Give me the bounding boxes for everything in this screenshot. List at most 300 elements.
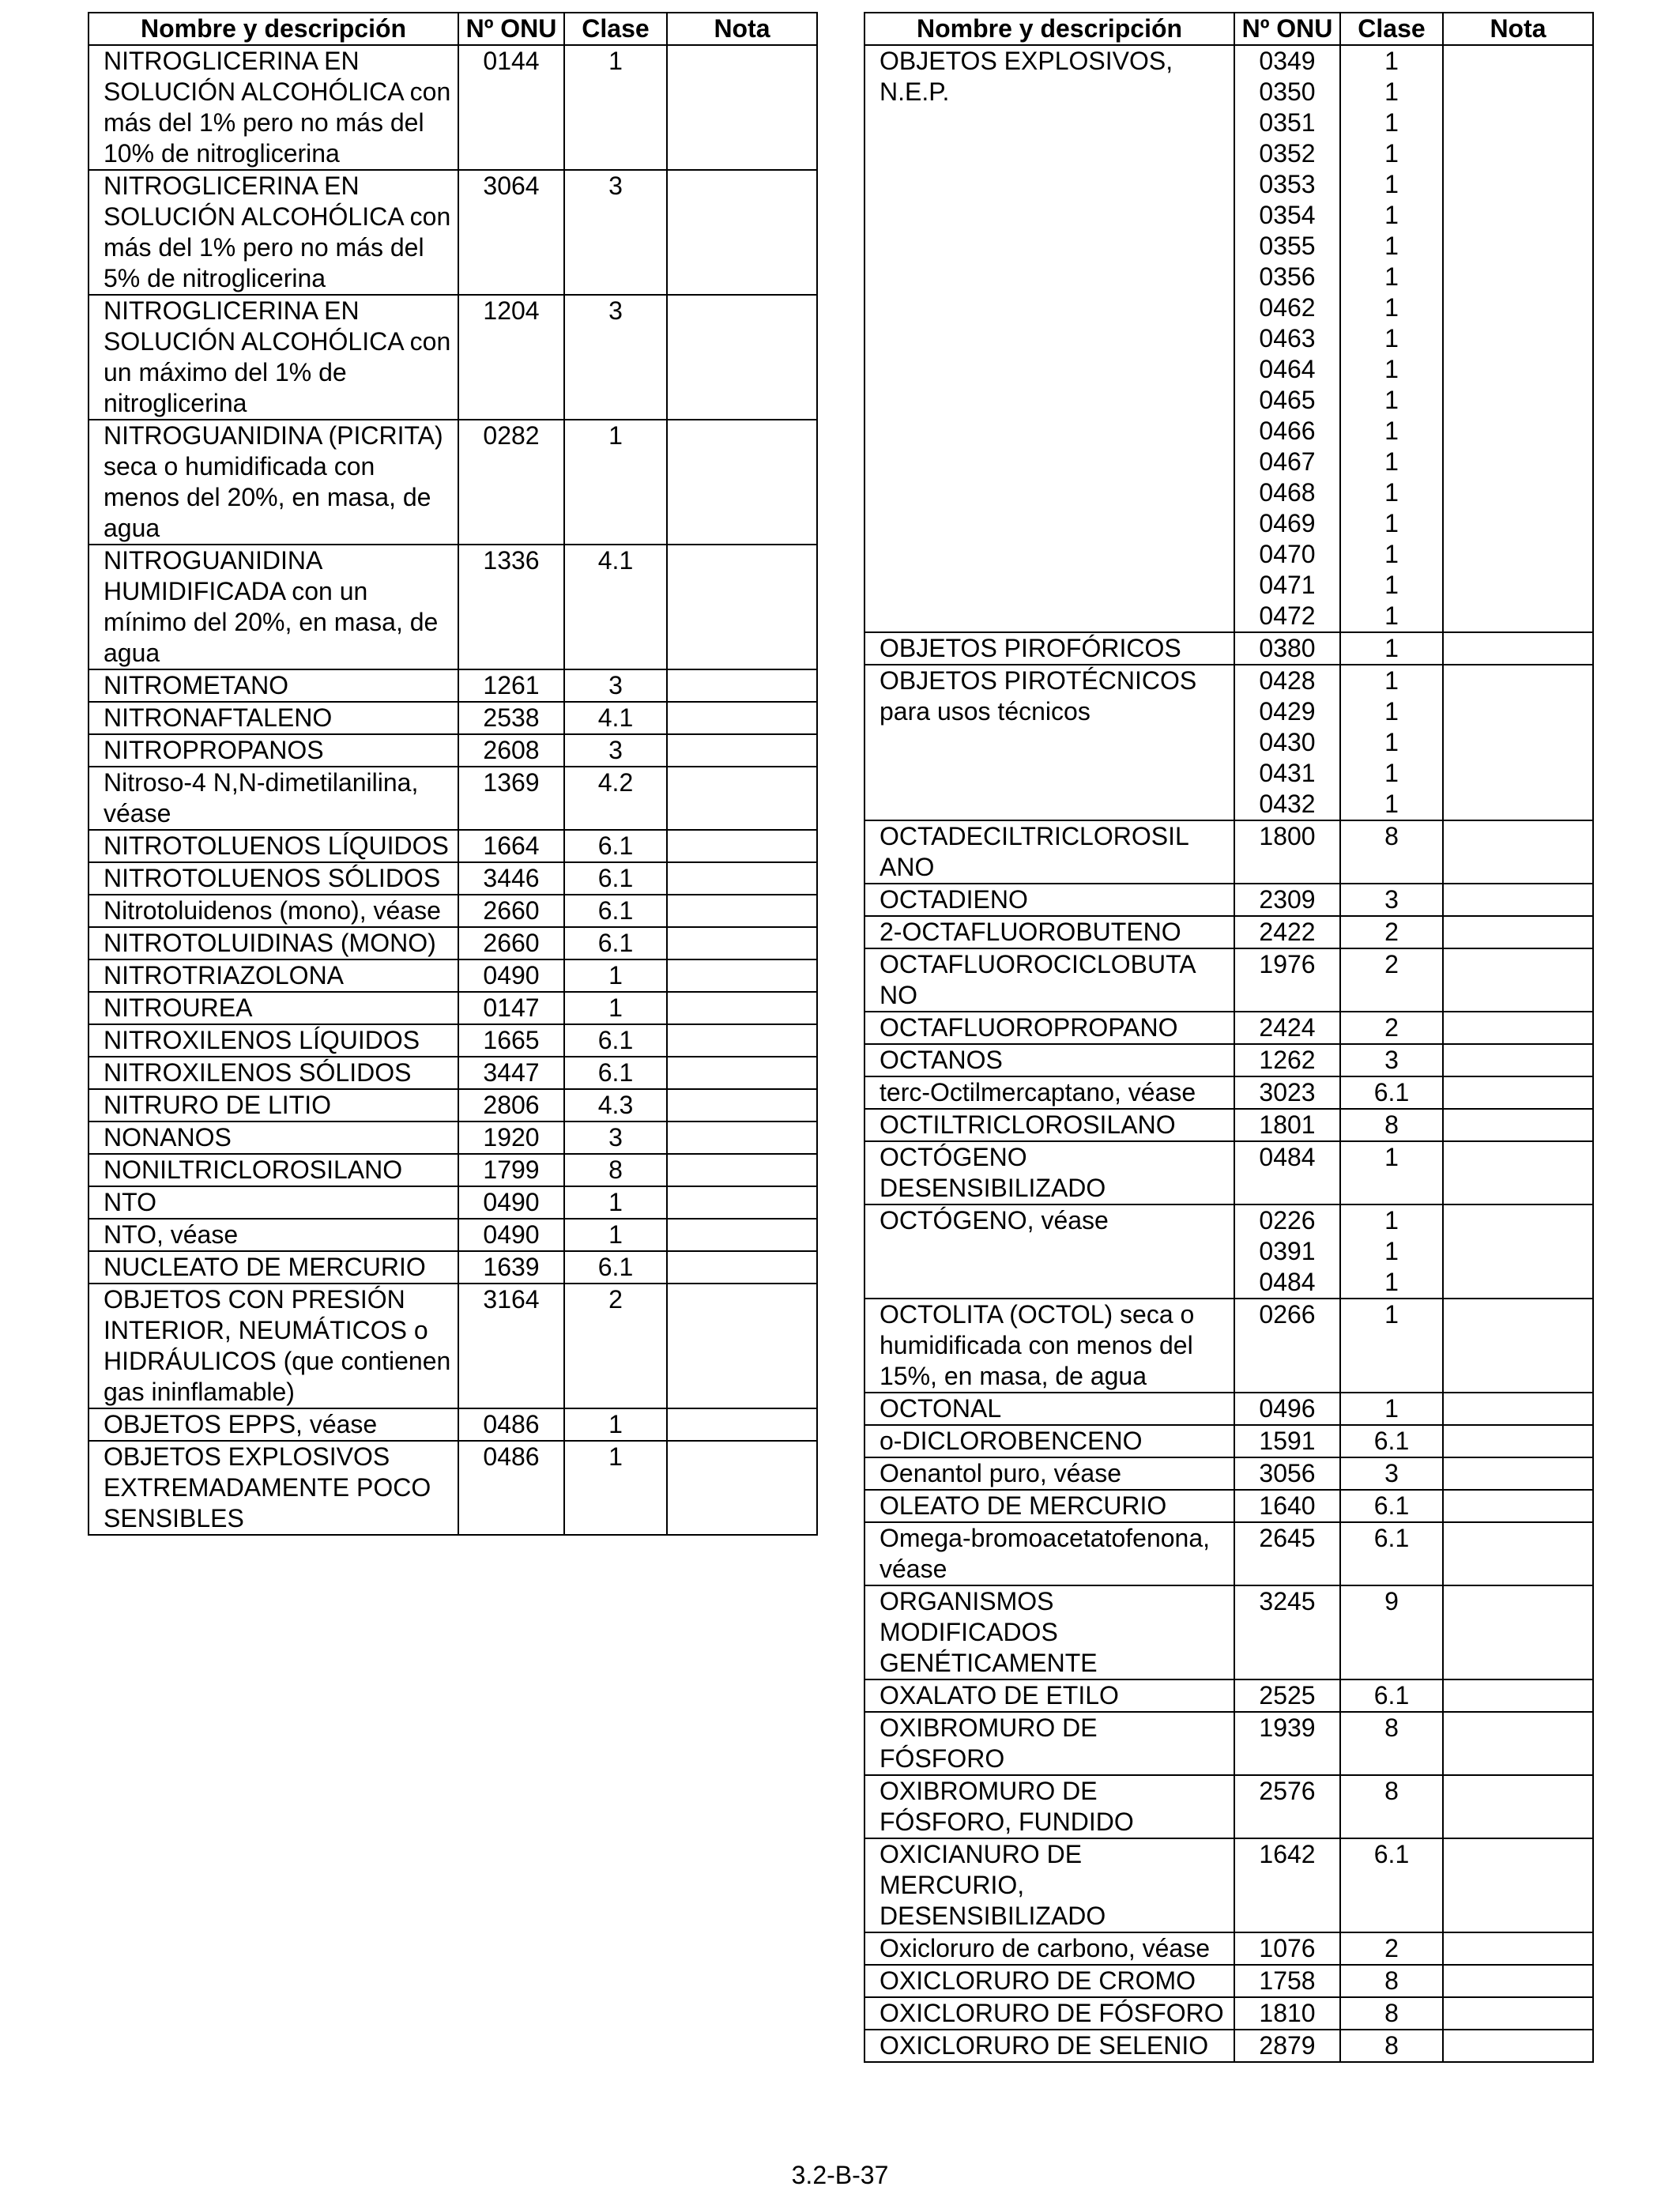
substance-name: OCTILTRICLOROSILANO [864, 1109, 1234, 1141]
table-row [89, 1219, 817, 1251]
hazard-class: 3 [1384, 1459, 1399, 1487]
table-row [864, 2030, 1593, 2062]
un-number-cell [1234, 1997, 1340, 2030]
note-cell [667, 170, 817, 295]
un-number-cell [1234, 1679, 1340, 1712]
un-number: 3446 [483, 864, 540, 892]
note-cell [1443, 916, 1593, 948]
hazard-class: 1 [1384, 262, 1399, 291]
hazard-class: 1 [1384, 1268, 1399, 1296]
hazard-class: 1 [1384, 666, 1399, 695]
un-number-cell [458, 1154, 564, 1186]
note-cell [1443, 1425, 1593, 1457]
hazard-class: 4.1 [597, 703, 634, 732]
table-row [864, 1012, 1593, 1044]
hazard-class: 1 [1384, 47, 1399, 75]
hazard-class: 4.3 [597, 1091, 634, 1119]
hazard-class: 1 [1384, 1394, 1399, 1423]
hazard-class: 1 [1384, 77, 1399, 106]
un-number: 2422 [1259, 918, 1316, 946]
un-number-cell [1234, 1932, 1340, 1965]
hazard-class-cell [1340, 1299, 1443, 1393]
table-row [864, 1044, 1593, 1076]
hazard-class: 2 [1384, 918, 1399, 946]
table-row [864, 1299, 1593, 1393]
table-row [864, 1965, 1593, 1997]
hazard-class: 8 [1384, 1777, 1399, 1805]
hazard-class-cell [1340, 1012, 1443, 1044]
substance-name: OCTADIENO [864, 884, 1234, 916]
substance-name: NTO, véase [89, 1219, 458, 1251]
note-cell [1443, 1522, 1593, 1585]
hazard-class: 1 [1384, 601, 1399, 630]
note-cell [1443, 1457, 1593, 1490]
hazard-class-cell [564, 1057, 667, 1089]
note-cell [1443, 1585, 1593, 1679]
hazard-class: 8 [1384, 2031, 1399, 2060]
hazard-class: 2 [1384, 1934, 1399, 1962]
un-number: 0486 [483, 1442, 540, 1471]
substance-name: OCTAFLUOROPROPANO [864, 1012, 1234, 1044]
hazard-class: 1 [1384, 170, 1399, 198]
un-number-cell [458, 420, 564, 545]
substance-name: ORGANISMOS MODIFICADOS GENÉTICAMENTE [864, 1585, 1234, 1679]
hazard-class: 2 [1384, 950, 1399, 978]
un-number-cell [1234, 916, 1340, 948]
hazard-class-cell [564, 959, 667, 992]
table-row [864, 1204, 1593, 1299]
substance-name: OXICLORURO DE CROMO [864, 1965, 1234, 1997]
hazard-class-cell [1340, 1490, 1443, 1522]
note-cell [1443, 1012, 1593, 1044]
substance-name: OCTOLITA (OCTOL) seca o humidificada con menos del 15%, en masa, de agua [864, 1299, 1234, 1393]
hazard-class-cell [564, 702, 667, 734]
substance-name: OCTÓGENO DESENSIBILIZADO [864, 1141, 1234, 1204]
table-row [89, 669, 817, 702]
hazard-class: 6.1 [1373, 1840, 1410, 1868]
substance-name: NITRONAFTALENO [89, 702, 458, 734]
hazard-class-cell [1340, 1109, 1443, 1141]
un-number-cell [458, 895, 564, 927]
table-row [864, 820, 1593, 884]
un-number: 0469 [1259, 509, 1316, 537]
hazard-class-cell [1340, 665, 1443, 820]
note-cell [1443, 1932, 1593, 1965]
un-number: 2645 [1259, 1524, 1316, 1552]
un-number-cell [458, 734, 564, 767]
hazard-class-cell [564, 669, 667, 702]
substance-name: 2-OCTAFLUOROBUTENO [864, 916, 1234, 948]
table-row [864, 948, 1593, 1012]
hazard-class: 8 [1384, 1713, 1399, 1742]
substance-name: OLEATO DE MERCURIO [864, 1490, 1234, 1522]
substance-name: OBJETOS CON PRESIÓN INTERIOR, NEUMÁTICOS o HIDRÁULICOS (que contienen gas ininflamable) [89, 1284, 458, 1408]
un-number: 1076 [1259, 1934, 1316, 1962]
un-number: 2309 [1259, 885, 1316, 914]
un-number: 0349 [1259, 47, 1316, 75]
un-number: 0391 [1259, 1237, 1316, 1265]
note-cell [667, 830, 817, 862]
table-row [864, 1076, 1593, 1109]
un-number-cell [458, 1186, 564, 1219]
note-cell [667, 1441, 817, 1535]
hazard-class-cell [1340, 1932, 1443, 1965]
un-number-cell [458, 862, 564, 895]
hazard-class-cell [564, 1408, 667, 1441]
hazard-class: 1 [608, 961, 623, 990]
hazard-class: 6.1 [597, 1253, 634, 1281]
un-number-cell [1234, 1076, 1340, 1109]
un-number: 1810 [1259, 1999, 1316, 2027]
hazard-class-cell [1340, 632, 1443, 665]
un-number: 0466 [1259, 417, 1316, 445]
note-cell [667, 959, 817, 992]
hazard-class-cell [564, 1024, 667, 1057]
un-number: 0463 [1259, 324, 1316, 352]
hazard-class-cell [564, 830, 667, 862]
hazard-class: 9 [1384, 1587, 1399, 1615]
hazard-class: 3 [1384, 885, 1399, 914]
note-cell [667, 1154, 817, 1186]
un-number: 1336 [483, 546, 540, 575]
un-number: 1204 [483, 296, 540, 325]
note-cell [1443, 1141, 1593, 1204]
substance-name: OXALATO DE ETILO [864, 1679, 1234, 1712]
un-number: 0470 [1259, 540, 1316, 568]
un-number: 3064 [483, 172, 540, 200]
un-number: 1591 [1259, 1427, 1316, 1455]
table-row [864, 1457, 1593, 1490]
table-row [89, 767, 817, 830]
hazard-class-cell [564, 1154, 667, 1186]
note-cell [667, 702, 817, 734]
un-number: 0353 [1259, 170, 1316, 198]
substance-name: terc-Octilmercaptano, véase [864, 1076, 1234, 1109]
un-number: 2879 [1259, 2031, 1316, 2060]
un-number: 3056 [1259, 1459, 1316, 1487]
table-row [89, 45, 817, 170]
hazard-class-cell [1340, 820, 1443, 884]
substance-name: NITROMETANO [89, 669, 458, 702]
un-number-cell [1234, 665, 1340, 820]
un-number-cell [1234, 820, 1340, 884]
un-number: 1261 [483, 671, 540, 699]
hazard-class-cell [564, 170, 667, 295]
table-body-right [864, 45, 1593, 2062]
note-cell [1443, 1393, 1593, 1425]
un-number: 0266 [1259, 1300, 1316, 1329]
hazard-class: 8 [608, 1155, 623, 1184]
table-row [89, 1154, 817, 1186]
hazard-class: 1 [1384, 447, 1399, 476]
un-number: 0356 [1259, 262, 1316, 291]
substance-name: NONILTRICLOROSILANO [89, 1154, 458, 1186]
note-cell [667, 1186, 817, 1219]
un-number: 1642 [1259, 1840, 1316, 1868]
hazard-class-cell [1340, 1393, 1443, 1425]
note-cell [667, 1057, 817, 1089]
note-cell [1443, 1679, 1593, 1712]
note-cell [1443, 1204, 1593, 1299]
hazard-class: 1 [1384, 232, 1399, 260]
table-row [864, 665, 1593, 820]
un-number-cell [458, 959, 564, 992]
table-header-row [864, 13, 1593, 45]
un-number: 0429 [1259, 697, 1316, 726]
hazard-class-cell [1340, 1712, 1443, 1775]
table-row [864, 1585, 1593, 1679]
hazard-class-cell [564, 45, 667, 170]
hazard-class: 1 [1384, 759, 1399, 787]
hazard-class: 1 [1384, 790, 1399, 818]
hazard-class: 1 [1384, 478, 1399, 507]
hazard-class-cell [564, 1122, 667, 1154]
table-row [89, 992, 817, 1024]
hazard-class: 6.1 [1373, 1427, 1410, 1455]
hazard-class: 8 [1384, 1999, 1399, 2027]
hazard-class: 3 [608, 671, 623, 699]
hazard-class-cell [1340, 1838, 1443, 1932]
hazard-class-cell [1340, 1141, 1443, 1204]
hazard-class: 8 [1384, 822, 1399, 850]
un-number-cell [1234, 1204, 1340, 1299]
hazard-class: 1 [1384, 571, 1399, 599]
header-note: Nota [1443, 13, 1593, 45]
un-number: 3023 [1259, 1078, 1316, 1106]
hazard-class: 6.1 [1373, 1491, 1410, 1520]
hazard-class: 1 [1384, 540, 1399, 568]
substance-name: OBJETOS EXPLOSIVOS, N.E.P. [864, 45, 1234, 632]
hazard-class-cell [1340, 1522, 1443, 1585]
note-cell [667, 420, 817, 545]
hazard-class: 1 [1384, 417, 1399, 445]
hazard-class: 6.1 [597, 929, 634, 957]
un-number: 0490 [483, 1220, 540, 1249]
un-number: 2525 [1259, 1681, 1316, 1710]
un-number-cell [458, 992, 564, 1024]
hazard-class-cell [564, 895, 667, 927]
substance-name: Oxicloruro de carbono, véase [864, 1932, 1234, 1965]
un-number: 0490 [483, 1188, 540, 1216]
un-number-cell [458, 1089, 564, 1122]
header-class: Clase [564, 13, 667, 45]
un-number: 1976 [1259, 950, 1316, 978]
table-row [89, 830, 817, 862]
un-number-cell [458, 669, 564, 702]
hazard-class: 4.1 [597, 546, 634, 575]
note-cell [667, 669, 817, 702]
un-number-cell [1234, 1775, 1340, 1838]
hazard-class-cell [1340, 1044, 1443, 1076]
substance-name: NITROTOLUENOS SÓLIDOS [89, 862, 458, 895]
note-cell [1443, 1838, 1593, 1932]
table-row [89, 1122, 817, 1154]
table-row [864, 1775, 1593, 1838]
un-number-cell [1234, 1965, 1340, 1997]
note-cell [1443, 1712, 1593, 1775]
hazard-class-cell [1340, 45, 1443, 632]
substance-name: OBJETOS EXPLOSIVOS EXTREMADAMENTE POCO SENSIBLES [89, 1441, 458, 1535]
note-cell [667, 1408, 817, 1441]
note-cell [1443, 948, 1593, 1012]
un-number-cell [1234, 1141, 1340, 1204]
un-number-cell [458, 702, 564, 734]
note-cell [667, 1284, 817, 1408]
un-number-cell [1234, 884, 1340, 916]
substance-name: OBJETOS EPPS, véase [89, 1408, 458, 1441]
hazard-class: 6.1 [597, 864, 634, 892]
substance-name: OCTÓGENO, véase [864, 1204, 1234, 1299]
hazard-class: 1 [1384, 697, 1399, 726]
substance-name: OBJETOS PIROFÓRICOS [864, 632, 1234, 665]
substance-name: OXICLORURO DE SELENIO [864, 2030, 1234, 2062]
hazard-class: 1 [1384, 355, 1399, 383]
note-cell [667, 545, 817, 669]
un-number: 0380 [1259, 634, 1316, 662]
hazard-class: 3 [608, 736, 623, 764]
un-number: 2576 [1259, 1777, 1316, 1805]
note-cell [1443, 1997, 1593, 2030]
un-number: 0486 [483, 1410, 540, 1438]
un-number-cell [458, 45, 564, 170]
substance-name: OXIBROMURO DE FÓSFORO [864, 1712, 1234, 1775]
un-number-cell [1234, 1299, 1340, 1393]
note-cell [1443, 820, 1593, 884]
hazard-class-cell [1340, 1425, 1443, 1457]
un-number: 2424 [1259, 1013, 1316, 1042]
hazard-class-cell [1340, 1997, 1443, 2030]
un-number: 1665 [483, 1026, 540, 1054]
un-number: 1640 [1259, 1491, 1316, 1520]
table-row [864, 1425, 1593, 1457]
un-number: 0432 [1259, 790, 1316, 818]
hazard-class: 1 [1384, 324, 1399, 352]
hazard-class: 1 [1384, 1206, 1399, 1235]
un-number: 2806 [483, 1091, 540, 1119]
table-row [89, 295, 817, 420]
un-number-cell [458, 1441, 564, 1535]
un-number: 0465 [1259, 386, 1316, 414]
un-number-cell [458, 1251, 564, 1284]
un-number-cell [1234, 45, 1340, 632]
note-cell [667, 1219, 817, 1251]
hazard-class: 6.1 [1373, 1681, 1410, 1710]
substance-name: NITROXILENOS SÓLIDOS [89, 1057, 458, 1089]
un-number-cell [1234, 1109, 1340, 1141]
table-row [89, 170, 817, 295]
hazard-class: 1 [1384, 728, 1399, 756]
hazard-class: 1 [608, 1188, 623, 1216]
table-row [864, 1712, 1593, 1775]
hazard-class-cell [564, 734, 667, 767]
substance-name: NTO [89, 1186, 458, 1219]
hazard-class: 3 [1384, 1046, 1399, 1074]
hazard-class-cell [1340, 1585, 1443, 1679]
un-number-cell [1234, 1838, 1340, 1932]
un-number: 2660 [483, 929, 540, 957]
table-row [864, 1932, 1593, 1965]
un-number: 0431 [1259, 759, 1316, 787]
hazard-class: 3 [608, 1123, 623, 1152]
un-number: 0467 [1259, 447, 1316, 476]
substance-name: NITROXILENOS LÍQUIDOS [89, 1024, 458, 1057]
substance-name: OXICLORURO DE FÓSFORO [864, 1997, 1234, 2030]
note-cell [667, 992, 817, 1024]
header-class: Clase [1340, 13, 1443, 45]
un-number-cell [458, 1024, 564, 1057]
header-un-number: Nº ONU [1234, 13, 1340, 45]
hazard-class: 1 [608, 1220, 623, 1249]
un-number: 3164 [483, 1285, 540, 1314]
hazard-class: 6.1 [1373, 1524, 1410, 1552]
table-row [89, 420, 817, 545]
note-cell [667, 295, 817, 420]
un-number-cell [458, 830, 564, 862]
hazard-class: 1 [1384, 1237, 1399, 1265]
un-number: 0428 [1259, 666, 1316, 695]
table-row [89, 1284, 817, 1408]
hazard-class: 1 [1384, 201, 1399, 229]
note-cell [1443, 1490, 1593, 1522]
hazard-class-cell [564, 862, 667, 895]
table-header-row [89, 13, 817, 45]
substance-name: NITRURO DE LITIO [89, 1089, 458, 1122]
substance-name: NITROTRIAZOLONA [89, 959, 458, 992]
table-row [864, 1679, 1593, 1712]
hazard-class: 2 [1384, 1013, 1399, 1042]
table-row [864, 45, 1593, 632]
note-cell [1443, 1965, 1593, 1997]
hazard-class: 1 [608, 1442, 623, 1471]
hazard-class-cell [564, 1219, 667, 1251]
table-row [864, 1109, 1593, 1141]
header-name: Nombre y descripción [89, 13, 458, 45]
substance-name: OCTONAL [864, 1393, 1234, 1425]
note-cell [667, 1024, 817, 1057]
un-number: 1939 [1259, 1713, 1316, 1742]
substance-name: o-DICLOROBENCENO [864, 1425, 1234, 1457]
un-number-cell [458, 927, 564, 959]
un-number-cell [458, 1219, 564, 1251]
substance-name: Omega-bromoacetatofenona, véase [864, 1522, 1234, 1585]
substance-name: NITROGLICERINA EN SOLUCIÓN ALCOHÓLICA con más del 1% pero no más del 5% de nitroglicerina [89, 170, 458, 295]
un-number: 1262 [1259, 1046, 1316, 1074]
header-name: Nombre y descripción [864, 13, 1234, 45]
substance-name: OCTAFLUOROCICLOBUTA NO [864, 948, 1234, 1012]
substance-name: NITROTOLUENOS LÍQUIDOS [89, 830, 458, 862]
substance-name: OCTANOS [864, 1044, 1234, 1076]
hazard-class: 8 [1384, 1966, 1399, 1995]
substance-name: OXIBROMURO DE FÓSFORO, FUNDIDO [864, 1775, 1234, 1838]
substance-name: OXICIANURO DE MERCURIO, DESENSIBILIZADO [864, 1838, 1234, 1932]
un-number: 3245 [1259, 1587, 1316, 1615]
un-number: 1639 [483, 1253, 540, 1281]
un-number-cell [458, 295, 564, 420]
hazard-class: 3 [608, 296, 623, 325]
un-number: 0351 [1259, 108, 1316, 137]
table-body-left [89, 45, 817, 1535]
un-number-cell [1234, 2030, 1340, 2062]
un-number: 1369 [483, 768, 540, 797]
hazard-class-cell [1340, 1679, 1443, 1712]
hazard-class-cell [1340, 2030, 1443, 2062]
note-cell [1443, 1109, 1593, 1141]
table-row [89, 702, 817, 734]
table-row [89, 1251, 817, 1284]
un-number: 2538 [483, 703, 540, 732]
table-row [864, 916, 1593, 948]
hazard-class-cell [1340, 1204, 1443, 1299]
